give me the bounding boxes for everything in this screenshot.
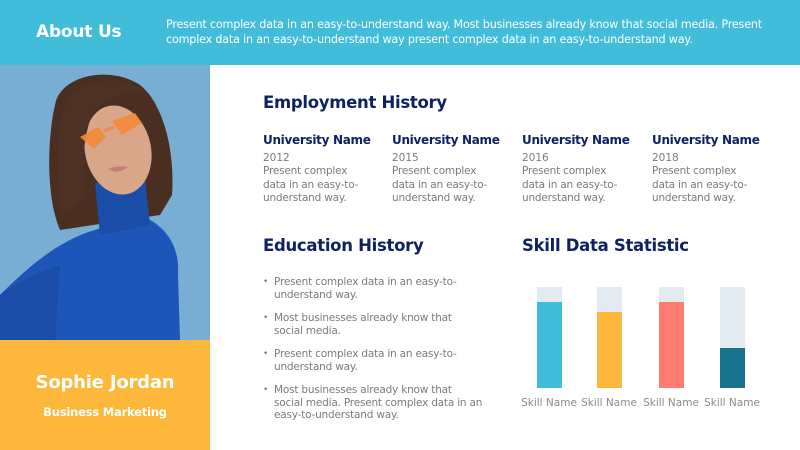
skill-bar-fill: [659, 302, 684, 388]
about-us-title: About Us: [36, 22, 122, 42]
skill-bar-fill: [720, 348, 745, 388]
education-item-text: Most businesses already know that social media. Present complex data in an easy-to-understand way.: [274, 384, 483, 421]
employment-history-title: Employment History: [263, 93, 447, 112]
skill-bar-track: [597, 287, 622, 388]
education-history-title: Education History: [263, 236, 424, 255]
employment-item: [263, 132, 388, 206]
bullet-icon: •: [263, 349, 269, 359]
skill-bar: [519, 287, 579, 410]
employment-year: 2016: [522, 152, 549, 164]
skill-bar: [579, 287, 639, 410]
skill-bar-label: Skill Name: [704, 397, 760, 409]
skill-bar-track: [720, 287, 745, 388]
bullet-icon: •: [263, 313, 269, 323]
skill-bar-track: [537, 287, 562, 388]
employment-item: [392, 132, 517, 206]
education-item: [263, 276, 483, 301]
employment-institution: University Name: [522, 133, 630, 147]
skill-statistic-title: Skill Data Statistic: [522, 236, 689, 255]
employment-year: 2015: [392, 152, 419, 164]
employment-item: [652, 132, 777, 206]
skill-bar-label: Skill Name: [581, 397, 637, 409]
employment-description: Present complex data in an easy-to-understand way.: [652, 165, 748, 204]
skill-bar-fill: [537, 302, 562, 388]
education-item: [263, 348, 483, 373]
skill-bar-label: Skill Name: [643, 397, 699, 409]
profile-photo: [0, 65, 210, 340]
employment-description: Present complex data in an easy-to-understand way.: [522, 165, 618, 204]
skill-bar-label: Skill Name: [521, 397, 577, 409]
about-us-description: Present complex data in an easy-to-understand way. Most businesses already know that social media. Present complex data in an easy-to-understand way present complex data in an easy-to-understand way.: [166, 18, 762, 46]
education-item-text: Most businesses already know that social media.: [274, 312, 452, 337]
employment-institution: University Name: [263, 133, 371, 147]
education-list: [263, 276, 483, 433]
employment-item: [522, 132, 647, 206]
profile-name: Sophie Jordan: [35, 372, 175, 393]
portrait-photo-icon: [0, 65, 210, 340]
employment-institution: University Name: [652, 133, 760, 147]
bullet-icon: •: [263, 385, 269, 395]
education-item: [263, 384, 483, 422]
about-us-header: [0, 0, 800, 65]
education-item: [263, 312, 483, 337]
skill-bar: [641, 287, 701, 410]
education-item-text: Present complex data in an easy-to-understand way.: [274, 276, 457, 301]
skill-bar-chart: [520, 287, 780, 427]
employment-description: Present complex data in an easy-to-understand way.: [392, 165, 488, 204]
employment-year: 2018: [652, 152, 679, 164]
employment-year: 2012: [263, 152, 290, 164]
profile-name-panel: [0, 340, 210, 450]
skill-bar-fill: [597, 312, 622, 388]
profile-role: Business Marketing: [43, 405, 167, 419]
employment-institution: University Name: [392, 133, 500, 147]
skill-bar: [702, 287, 762, 410]
education-item-text: Present complex data in an easy-to-understand way.: [274, 348, 457, 373]
employment-description: Present complex data in an easy-to-understand way.: [263, 165, 359, 204]
bullet-icon: •: [263, 277, 269, 287]
skill-bar-track: [659, 287, 684, 388]
